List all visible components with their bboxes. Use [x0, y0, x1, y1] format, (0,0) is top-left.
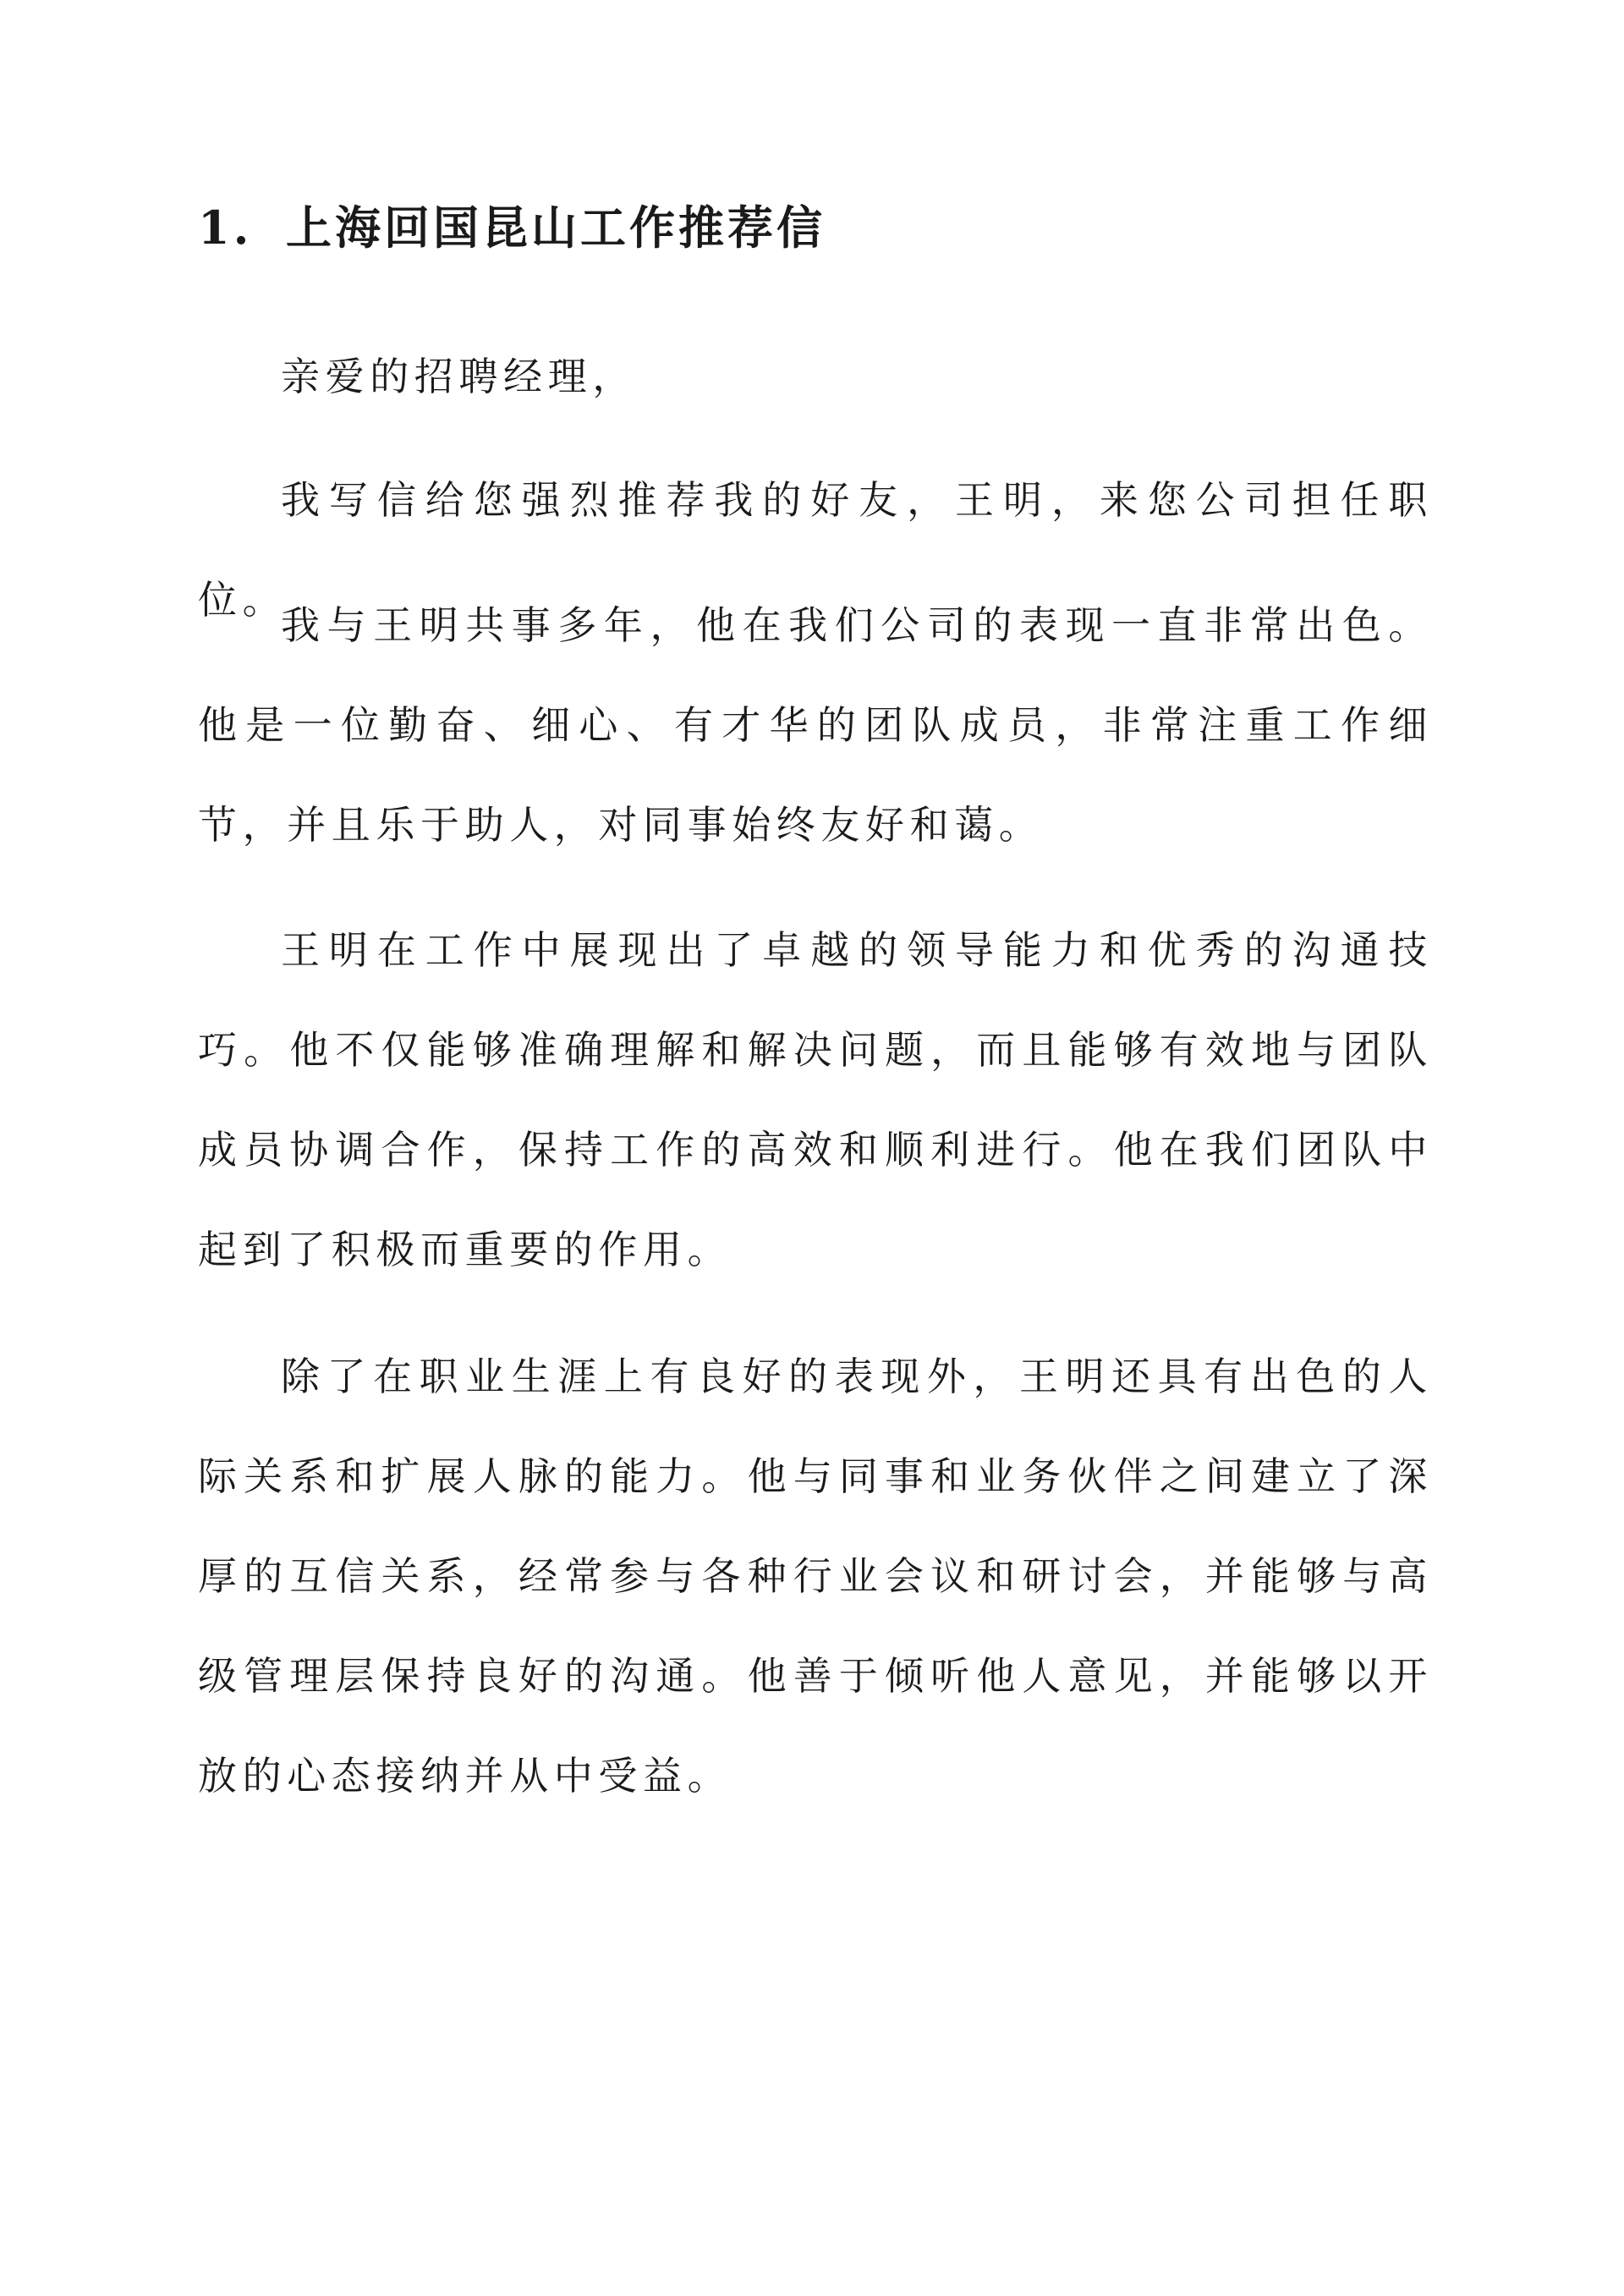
paragraph: 我写信给您强烈推荐我的好友，王明，来您公司担任职位。: [198, 477, 1433, 623]
paragraph: 除了在职业生涯上有良好的表现外，王明还具有出色的人际关系和扩展人脉的能力。他与同事和业务伙伴之间建立了深厚的互信关系，经常参与各种行业会议和研讨会，并能够与高级管理层保持良好的沟通。他善于倾听他人意见，并能够以开放的心态接纳并从中受益。: [198, 1354, 1433, 1799]
salutation: 亲爱的招聘经理，: [281, 354, 637, 399]
paragraph-4-block: [198, 1327, 1433, 1826]
document-title: [198, 198, 826, 257]
title-text: 上海回国昆山工作推荐信: [286, 200, 826, 255]
paragraph: 我与王明共事多年，他在我们公司的表现一直非常出色。他是一位勤奋、细心、有才华的团队成员，非常注重工作细节，并且乐于助人，对同事始终友好和蔼。: [198, 602, 1433, 848]
paragraph-3-block: [198, 900, 1433, 1299]
title-number: 1.: [198, 200, 253, 255]
paragraph: 王明在工作中展现出了卓越的领导能力和优秀的沟通技巧。他不仅能够准确理解和解决问题，而且能够有效地与团队成员协调合作，保持工作的高效和顺利进行。他在我们团队中起到了积极而重要的作用。: [198, 927, 1433, 1272]
paragraph-2-block: [198, 575, 1433, 875]
